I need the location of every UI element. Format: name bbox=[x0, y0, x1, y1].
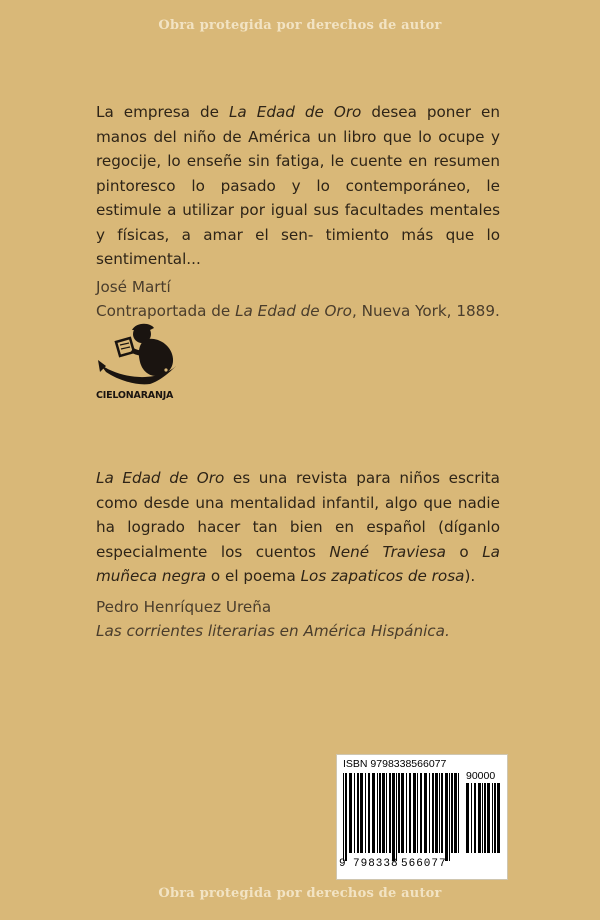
barcode-bar bbox=[420, 773, 422, 853]
barcode-bar bbox=[424, 773, 427, 853]
barcode-bar bbox=[482, 783, 483, 853]
barcode-bar bbox=[343, 773, 344, 861]
martí-quote-text: La empresa de La Edad de Oro desea poner en manos del niño de América un libro que lo ocupe y regocije, lo enseñe sin fatiga, le cuente en resumen pintoresco lo pasado y lo contemporáneo, le estimule a utilizar por igual sus facultades mentales y físicas, a amar el sen- timiento más que lo sentimental... bbox=[96, 103, 500, 268]
barcode-bar bbox=[494, 783, 496, 853]
barcode-bar bbox=[365, 773, 366, 853]
barcode-bar bbox=[413, 773, 416, 853]
barcode-bar bbox=[487, 783, 490, 853]
barcode-bar bbox=[466, 783, 469, 853]
barcode-bar bbox=[357, 773, 359, 853]
publisher-name: CIELONARANJA bbox=[96, 390, 174, 401]
barcode-bar bbox=[445, 773, 448, 861]
barcode-bar bbox=[471, 783, 472, 853]
barcode-bar bbox=[441, 773, 443, 853]
barcode-bar bbox=[429, 773, 430, 853]
barcode-bar bbox=[396, 773, 397, 861]
barcode-bar bbox=[345, 773, 347, 861]
barcode-bar bbox=[382, 773, 385, 853]
barcode-bar bbox=[432, 773, 434, 853]
barcode-bar bbox=[478, 783, 481, 853]
watermark-bottom: Obra protegida por derechos de autor bbox=[158, 886, 442, 901]
barcode-bar bbox=[368, 773, 370, 853]
barcode-bar bbox=[439, 773, 440, 853]
barcode-digits-left: 798338 bbox=[353, 858, 399, 870]
barcode-bar bbox=[392, 773, 395, 861]
ean-barcode-bars bbox=[341, 773, 461, 861]
barcode-bar bbox=[417, 773, 418, 853]
quote-source-marti: Contraportada de La Edad de Oro, Nueva York, 1889. bbox=[96, 302, 500, 320]
barcode-bar bbox=[406, 773, 407, 853]
barcode-bar bbox=[409, 773, 411, 853]
barcode-bar bbox=[360, 773, 363, 853]
barcode-bar bbox=[484, 783, 486, 853]
barcode-bar bbox=[398, 773, 400, 853]
barcode-bar bbox=[372, 773, 375, 853]
barcode-bar bbox=[492, 783, 493, 853]
barcode-bar bbox=[497, 783, 500, 853]
addon-barcode-bars bbox=[464, 783, 502, 861]
barcode-bar bbox=[389, 773, 391, 853]
barcode-digit-first: 9 bbox=[339, 858, 347, 870]
price-code: 90000 bbox=[466, 770, 496, 782]
quote-author-henriquez: Pedro Henríquez Ureña bbox=[96, 597, 272, 616]
isbn-label: ISBN 9798338566077 bbox=[343, 758, 447, 770]
barcode-bar bbox=[386, 773, 387, 853]
barcode-bar bbox=[354, 773, 355, 853]
isbn-barcode bbox=[336, 754, 508, 880]
henriquez-quote-text: La Edad de Oro es una revista para niños escrita como desde una mentalidad infantil, algo que nadie ha logrado hacer tan bien en español (díganlo especialmente los cuentos Nené Traviesa o La muñeca negra o el poema Los zapaticos de rosa). bbox=[96, 469, 500, 585]
watermark-top: Obra protegida por derechos de autor bbox=[158, 18, 442, 33]
quote-author-marti: José Martí bbox=[96, 277, 171, 296]
barcode-bar bbox=[435, 773, 438, 853]
barcode-bar bbox=[458, 773, 459, 853]
barcode-digits-right: 566077 bbox=[401, 858, 447, 870]
barcode-bar bbox=[349, 773, 352, 853]
barcode-bar bbox=[379, 773, 381, 853]
barcode-bar bbox=[474, 783, 476, 853]
barcode-bar bbox=[454, 773, 457, 853]
martí-quote bbox=[96, 100, 500, 324]
barcode-bar bbox=[377, 773, 378, 853]
quote-source-henriquez: Las corrientes literarias en América Hispánica. bbox=[96, 622, 450, 640]
barcode-bar bbox=[401, 773, 404, 853]
publisher-logo bbox=[96, 320, 186, 401]
barcode-bar bbox=[451, 773, 453, 853]
reading-fish-rider-icon bbox=[96, 320, 180, 388]
henriquez-quote bbox=[96, 466, 500, 644]
barcode-bar bbox=[449, 773, 450, 861]
